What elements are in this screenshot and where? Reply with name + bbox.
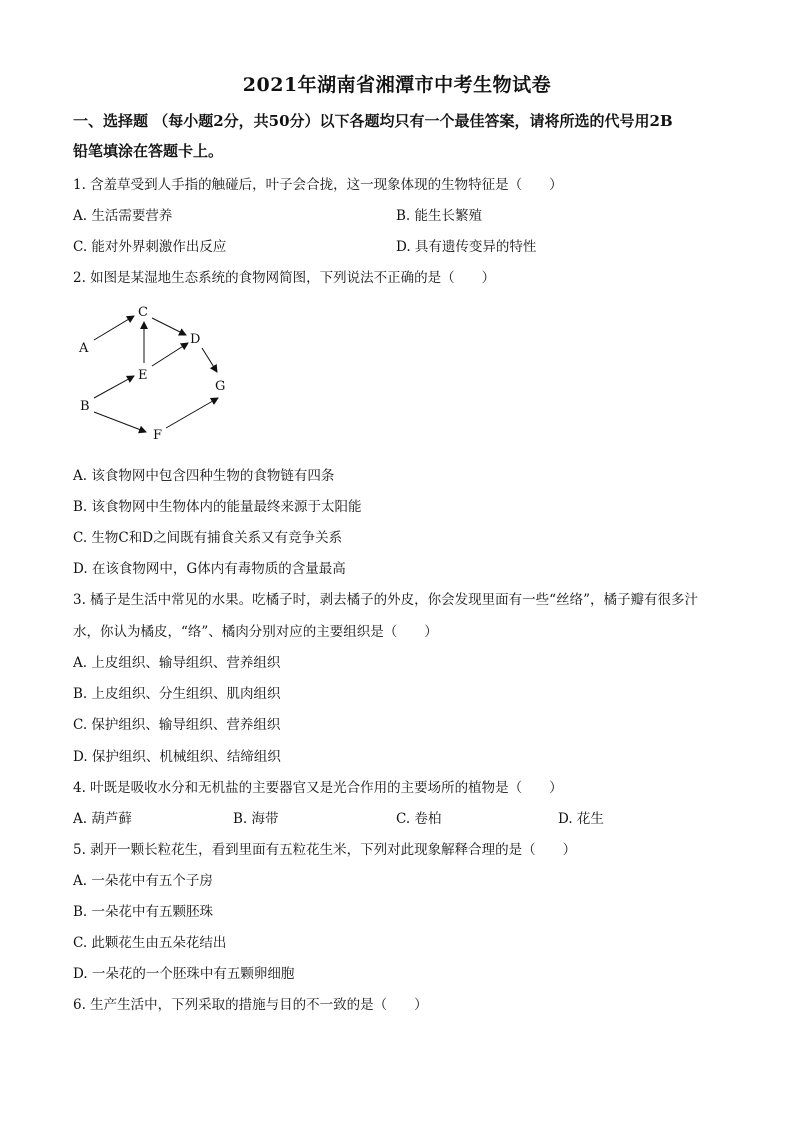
section-heading-line2: 铅笔填涂在答题卡上。 <box>73 142 224 160</box>
node-a: A <box>79 341 89 356</box>
q5-option-a: A. 一朵花中有五个子房 <box>73 873 213 889</box>
node-c: C <box>138 305 148 320</box>
node-f: F <box>153 428 163 443</box>
q4-option-d: D. 花生 <box>558 811 604 827</box>
edge-f-g <box>166 398 218 428</box>
q2-stem: 2. 如图是某湿地生态系统的食物网简图，下列说法不正确的是（ ） <box>73 270 496 286</box>
q5-stem: 5. 剥开一颗长粒花生，看到里面有五粒花生米，下列对此现象解释合理的是（ ） <box>73 842 577 858</box>
edge-c-d <box>152 318 186 335</box>
q5-option-c: C. 此颗花生由五朵花结出 <box>73 935 227 951</box>
edge-e-d <box>152 343 188 366</box>
node-e: E <box>138 368 148 383</box>
q2-option-a: A. 该食物网中包含四种生物的食物链有四条 <box>73 468 335 484</box>
q3-option-d: D. 保护组织、机械组织、结缔组织 <box>73 749 281 765</box>
q2-option-d: D. 在该食物网中，G体内有毒物质的含量最高 <box>73 561 346 577</box>
node-b: B <box>80 399 90 414</box>
page-title: 2021年湖南省湘潭市中考生物试卷 <box>242 74 552 96</box>
q3-option-a: A. 上皮组织、输导组织、营养组织 <box>73 655 281 671</box>
q1-option-a: A. 生活需要营养 <box>73 208 173 224</box>
q4-option-a: A. 葫芦藓 <box>73 811 132 827</box>
q3-stem-line2: 水，你认为橘皮，“络”、橘肉分别对应的主要组织是（ ） <box>73 624 438 640</box>
q4-option-b: B. 海带 <box>233 811 279 827</box>
q6-stem: 6. 生产生活中，下列采取的措施与目的不一致的是（ ） <box>73 997 428 1013</box>
edge-b-f <box>94 412 146 432</box>
node-d: D <box>190 332 201 347</box>
edge-a-c <box>94 316 134 340</box>
q3-stem-line1: 3. 橘子是生活中常见的水果。吃橘子时，剥去橘子的外皮，你会发现里面有一些“丝络”，橘子瓣有很多汁 <box>73 592 698 608</box>
edge-b-e <box>94 376 134 398</box>
q2-option-c: C. 生物C和D之间既有捕食关系又有竞争关系 <box>73 530 343 546</box>
q1-option-d: D. 具有遗传变异的特性 <box>396 239 537 255</box>
q3-option-c: C. 保护组织、输导组织、营养组织 <box>73 717 281 733</box>
q5-option-d: D. 一朵花的一个胚珠中有五颗卵细胞 <box>73 966 295 982</box>
q3-option-b: B. 上皮组织、分生组织、肌肉组织 <box>73 686 281 702</box>
food-web-diagram <box>70 298 250 448</box>
q4-stem: 4. 叶既是吸收水分和无机盐的主要器官又是光合作用的主要场所的植物是（ ） <box>73 780 563 796</box>
edge-d-g <box>202 348 217 372</box>
q1-option-c: C. 能对外界刺激作出反应 <box>73 239 227 255</box>
q5-option-b: B. 一朵花中有五颗胚珠 <box>73 904 214 920</box>
q2-option-b: B. 该食物网中生物体内的能量最终来源于太阳能 <box>73 499 362 515</box>
q1-option-b: B. 能生长繁殖 <box>396 208 483 224</box>
q4-option-c: C. 卷柏 <box>396 811 442 827</box>
section-heading-line1: 一、选择题 （每小题2分，共50分）以下各题均只有一个最佳答案，请将所选的代号用2B <box>73 112 673 130</box>
node-g: G <box>215 379 226 394</box>
q1-stem: 1. 含羞草受到人手指的触碰后，叶子会合拢，这一现象体现的生物特征是（ ） <box>73 177 563 193</box>
